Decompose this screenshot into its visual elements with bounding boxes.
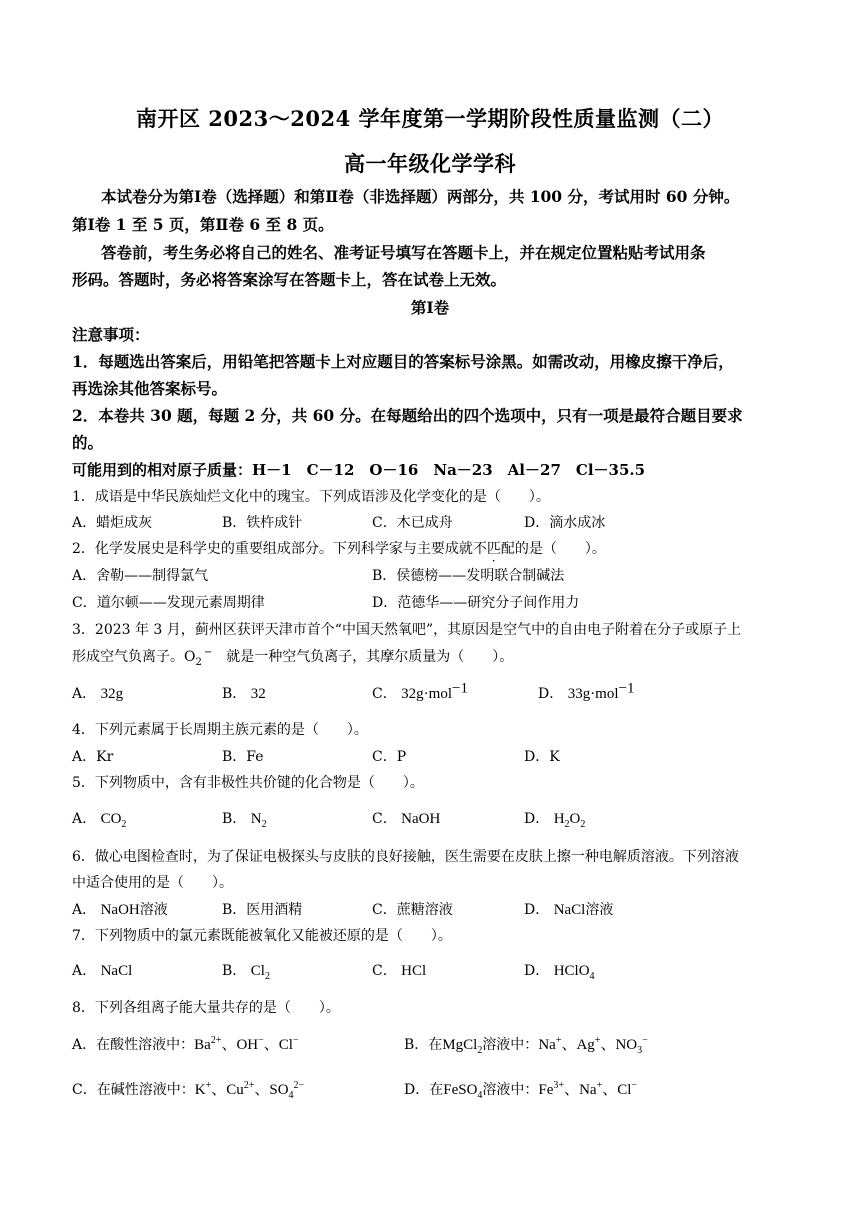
q6-line-1: 6．做心电图检查时，为了保证电极探头与皮肤的良好接触，医生需要在皮肤上擦一种电解质溶液。下列溶液 bbox=[72, 849, 739, 865]
q4-option-b: B．Fe bbox=[222, 749, 264, 765]
q2-option-b: B．侯德榜——发明联合制碱法 bbox=[372, 568, 565, 584]
q8-option-a: A．在酸性溶液中：$Ba^{2+}$、OH−、Cl− bbox=[72, 1035, 299, 1053]
q7-option-d: D． HClO$_4$ bbox=[524, 963, 595, 982]
q6-line-2: 中适合使用的是（ ）。 bbox=[72, 875, 233, 891]
q8-option-c: C．在碱性溶液中：K+、$Cu^{2+}$、$SO_4^{2-}$ bbox=[72, 1080, 305, 1101]
q6-option-d: D． NaCl溶液 bbox=[524, 902, 614, 918]
q6-option-a: A． NaOH溶液 bbox=[72, 902, 168, 918]
q5-option-b: B． $N_2$ bbox=[222, 811, 267, 830]
atomic-masses: 可能用到的相对原子质量：H－1 C－12 O－16 Na－23 Al－27 Cl－35.5 bbox=[72, 461, 646, 479]
q2-stem: 2．化学发展史是科学史的重要组成部分。下列科学家与主要成就不匹配的是（ ）。 bbox=[72, 541, 606, 557]
q3-option-a: A． 32g bbox=[72, 686, 124, 702]
intro-line-4: 形码。答题时，务必将答案涂写在答题卡上，答在试卷上无效。 bbox=[72, 270, 507, 289]
q3-line-1: 3．2023 年 3 月，蓟州区获评天津市首个“中国天然氧吧”，其原因是空气中的自由电子附着在分子或原子上 bbox=[72, 622, 742, 638]
q1-option-b: B．铁杵成针 bbox=[222, 515, 303, 531]
q3-option-c: C． 32g·mol$^{-1}$ bbox=[372, 680, 468, 702]
note-1-line-2: 再选涂其他答案标号。 bbox=[72, 379, 228, 398]
note-2-line-2: 的。 bbox=[72, 433, 104, 452]
q4-stem: 4．下列元素属于长周期主族元素的是（ ）。 bbox=[72, 722, 368, 738]
q1-option-a: A．蜡炬成灰 bbox=[72, 515, 153, 531]
q3-option-d: D． 33g·mol$^{-1}$ bbox=[538, 680, 635, 702]
note-1-line-1: 1．每题选出答案后，用铅笔把答题卡上对应题目的答案标号涂黑。如需改动，用橡皮擦干净后， bbox=[72, 352, 734, 371]
notes-heading: 注意事项： bbox=[72, 325, 150, 344]
q4-option-a: A．Kr bbox=[72, 749, 114, 765]
q5-option-d: D． $H_2O_2$ bbox=[524, 811, 586, 830]
q1-option-d: D．滴水成冰 bbox=[524, 515, 606, 531]
q6-option-b: B．医用酒精 bbox=[222, 902, 303, 918]
intro-line-3: 答卷前，考生务必将自己的姓名、准考证号填写在答题卡上，并在规定位置粘贴考试用条 bbox=[101, 243, 706, 262]
q2-option-c: C．道尔顿——发现元素周期律 bbox=[72, 595, 265, 611]
q5-stem: 5．下列物质中，含有非极性共价键的化合物是（ ）。 bbox=[72, 775, 424, 791]
q3-option-b: B． 32 bbox=[222, 686, 266, 702]
intro-line-2: 第Ⅰ卷 1 至 5 页，第Ⅱ卷 6 至 8 页。 bbox=[72, 215, 334, 234]
note-2-line-1: 2．本卷共 30 题，每题 2 分，共 60 分。在每题给出的四个选项中，只有一项是最符合题目要求 bbox=[72, 406, 743, 425]
q7-option-a: A． NaCl bbox=[72, 963, 133, 979]
q8-option-d: D．在FeSO$_4$溶液中：$Fe^{3+}$、Na+、Cl− bbox=[404, 1080, 638, 1101]
q7-stem: 7．下列物质中的氯元素既能被氧化又能被还原的是（ ）。 bbox=[72, 928, 452, 944]
q1-stem: 1．成语是中华民族灿烂文化中的瑰宝。下列成语涉及化学变化的是（ ）。 bbox=[72, 489, 550, 505]
q4-option-d: D．K bbox=[524, 749, 560, 765]
exam-title: 南开区 2023～2024 学年度第一学期阶段性质量监测（二） bbox=[135, 106, 724, 131]
q6-option-c: C．蔗糖溶液 bbox=[372, 902, 453, 918]
q5-option-c: C． NaOH bbox=[372, 811, 441, 827]
q2-emphasis: 不匹配 bbox=[472, 541, 515, 557]
q3-line-2: 形成空气负离子。$O_2^-$ 就是一种空气负离子，其摩尔质量为（ ）。 bbox=[72, 647, 514, 668]
intro-line-1: 本试卷分为第Ⅰ卷（选择题）和第Ⅱ卷（非选择题）两部分，共 100 分，考试用时 60 分钟。 bbox=[101, 187, 740, 206]
q2-option-a: A．舍勒——制得氯气 bbox=[72, 568, 209, 584]
exam-subtitle: 高一年级化学学科 bbox=[344, 151, 516, 176]
q8-option-b: B．在MgCl$_2$溶液中：Na+、Ag+、$NO_3^-$ bbox=[404, 1035, 648, 1056]
q1-option-c: C．木已成舟 bbox=[372, 515, 453, 531]
q7-option-b: B． $Cl_2$ bbox=[222, 963, 270, 982]
section-title: 第Ⅰ卷 bbox=[410, 298, 450, 317]
q7-option-c: C． HCl bbox=[372, 963, 427, 979]
q5-option-a: A． $CO_2$ bbox=[72, 811, 127, 830]
q2-option-d: D．范德华——研究分子间作用力 bbox=[372, 595, 580, 611]
q4-option-c: C．P bbox=[372, 749, 407, 765]
q8-stem: 8．下列各组离子能大量共存的是（ ）。 bbox=[72, 1000, 340, 1016]
